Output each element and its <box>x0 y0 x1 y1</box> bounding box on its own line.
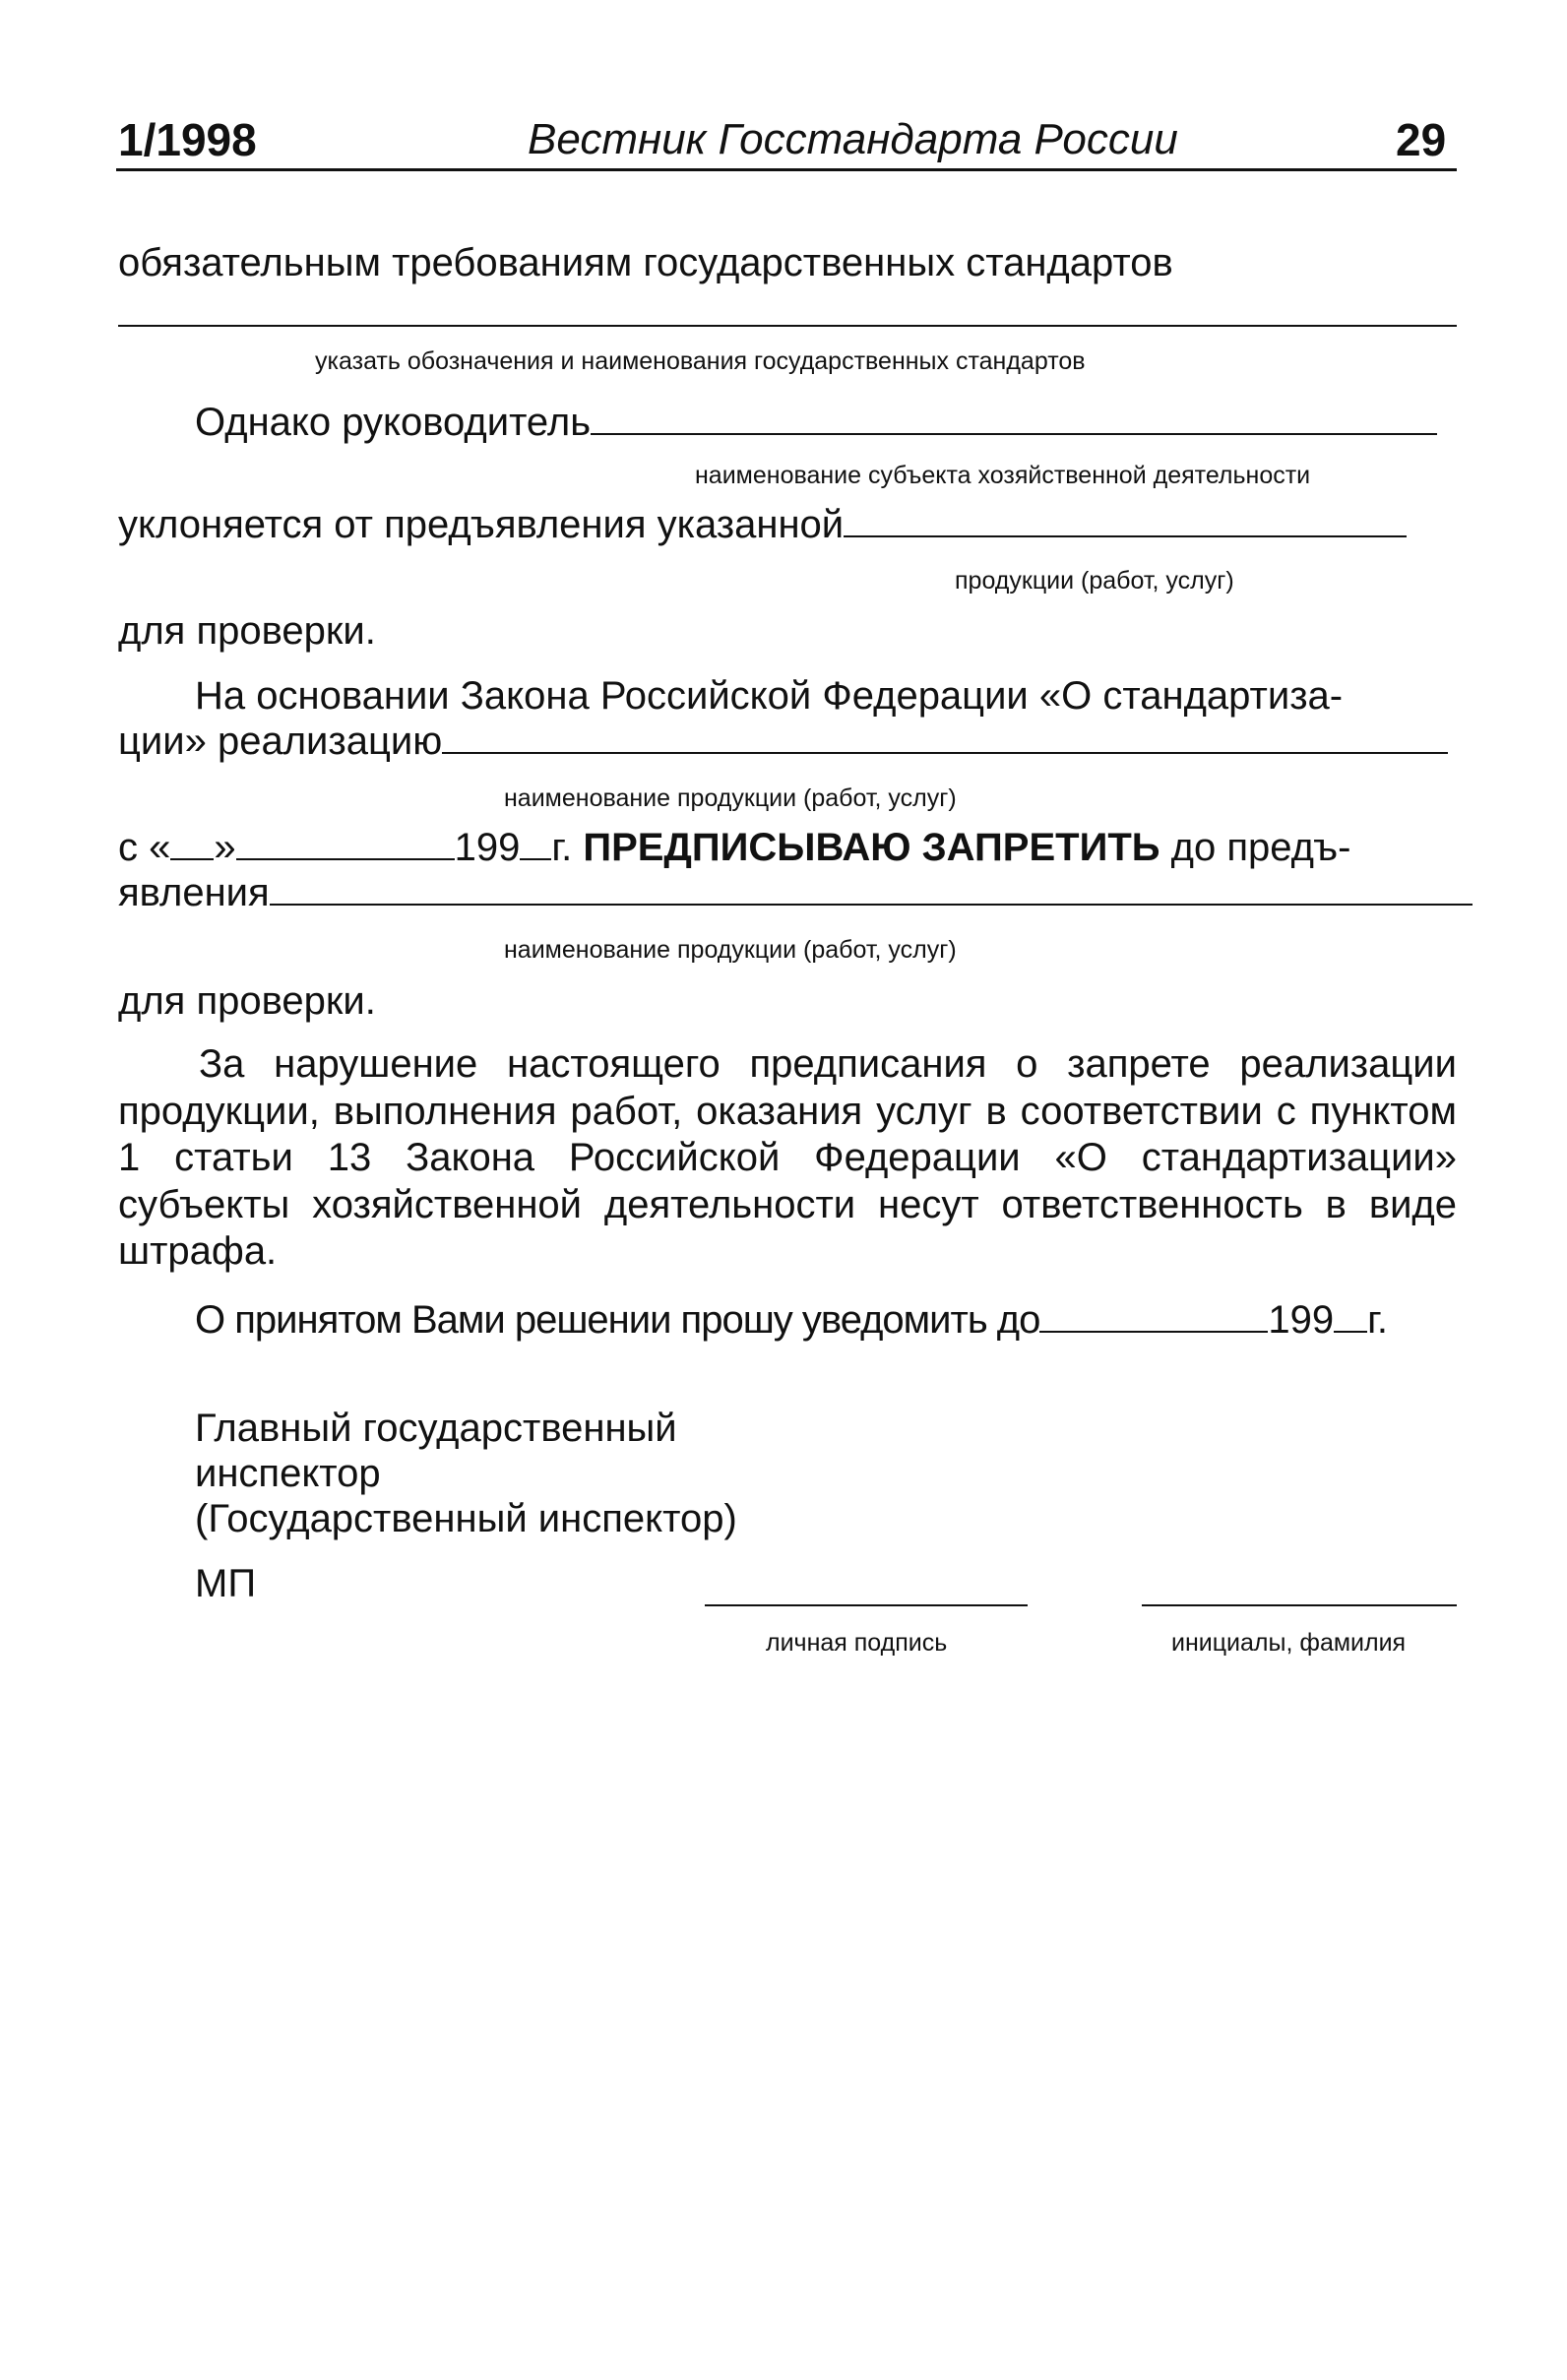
basis-label: ции» реализацию <box>118 720 443 763</box>
manager-label: Однако руководитель <box>195 401 592 444</box>
name-blank <box>1142 1604 1457 1606</box>
page-number: 29 <box>1396 114 1447 165</box>
evades-label: уклоняется от предъявления указанной <box>118 503 845 546</box>
date-from-open: с « <box>118 826 171 869</box>
sale-product-blank <box>442 719 1448 754</box>
caption-product-name-1: наименование продукции (работ, услуг) <box>504 784 957 812</box>
order-line <box>118 825 1350 870</box>
manager-line <box>195 400 1457 445</box>
header-rule <box>116 168 1457 171</box>
caption-standards: указать обозначения и наименования государственных стандартов <box>315 347 1086 375</box>
year-from: 199 <box>454 826 521 869</box>
notify-line <box>195 1297 1388 1343</box>
order-statement: ПРЕДПИСЫВАЮ ЗАПРЕТИТЬ <box>583 826 1160 869</box>
entity-blank <box>591 400 1437 435</box>
presentation-product-blank <box>270 870 1473 906</box>
standards-blank <box>118 325 1457 327</box>
year-blank <box>520 825 551 860</box>
requirements-line: обязательным требованиям государственных стандартов <box>118 241 1173 284</box>
penalty-paragraph: За нарушение настоящего предписания о запрете реализации продукции, выполнения работ, оказания услуг в соответствии с пунктом 1 статьи 13 Закона Российской Федерации «О стандартизации» субъекты хозяйственной деятельности несут ответственность в виде штрафа. <box>118 1042 1457 1273</box>
notify-suffix: г. <box>1367 1298 1388 1342</box>
caption-product-name-2: наименование продукции (работ, услуг) <box>504 936 957 964</box>
for-check-1: для проверки. <box>118 609 376 653</box>
for-check-2: для проверки. <box>118 979 376 1023</box>
inspector-title-1: Главный государственный <box>195 1407 677 1450</box>
notify-year-blank <box>1334 1297 1367 1333</box>
notify-date-blank <box>1039 1297 1268 1333</box>
basis-line-1: На основании Закона Российской Федерации «О стандартиза- <box>195 674 1344 718</box>
stamp-place: МП <box>195 1562 257 1605</box>
notify-year: 199 <box>1268 1298 1335 1342</box>
presentation-line <box>118 870 1473 915</box>
issue-number: 1/1998 <box>118 114 257 165</box>
evades-line <box>118 502 1407 547</box>
year-suffix: г. <box>551 826 573 869</box>
basis-line-2 <box>118 719 1448 764</box>
until-presentation: до предъ- <box>1170 826 1351 869</box>
caption-name: инициалы, фамилия <box>1171 1629 1407 1657</box>
notify-label: О принятом Вами решении прошу уведомить до <box>195 1298 1040 1342</box>
caption-products-short: продукции (работ, услуг) <box>955 567 1234 595</box>
inspector-title-2: инспектор <box>195 1452 381 1495</box>
products-blank <box>844 502 1407 537</box>
day-blank <box>170 825 214 860</box>
caption-entity: наименование субъекта хозяйственной деятельности <box>695 462 1311 489</box>
caption-signature: личная подпись <box>766 1629 948 1657</box>
journal-title: Вестник Госстандарта России <box>528 115 1178 163</box>
signature-blank <box>705 1604 1028 1606</box>
date-from-close: » <box>214 826 236 869</box>
month-blank <box>236 825 455 860</box>
presentation-label: явления <box>118 871 270 914</box>
inspector-title-3: (Государственный инспектор) <box>195 1497 737 1540</box>
